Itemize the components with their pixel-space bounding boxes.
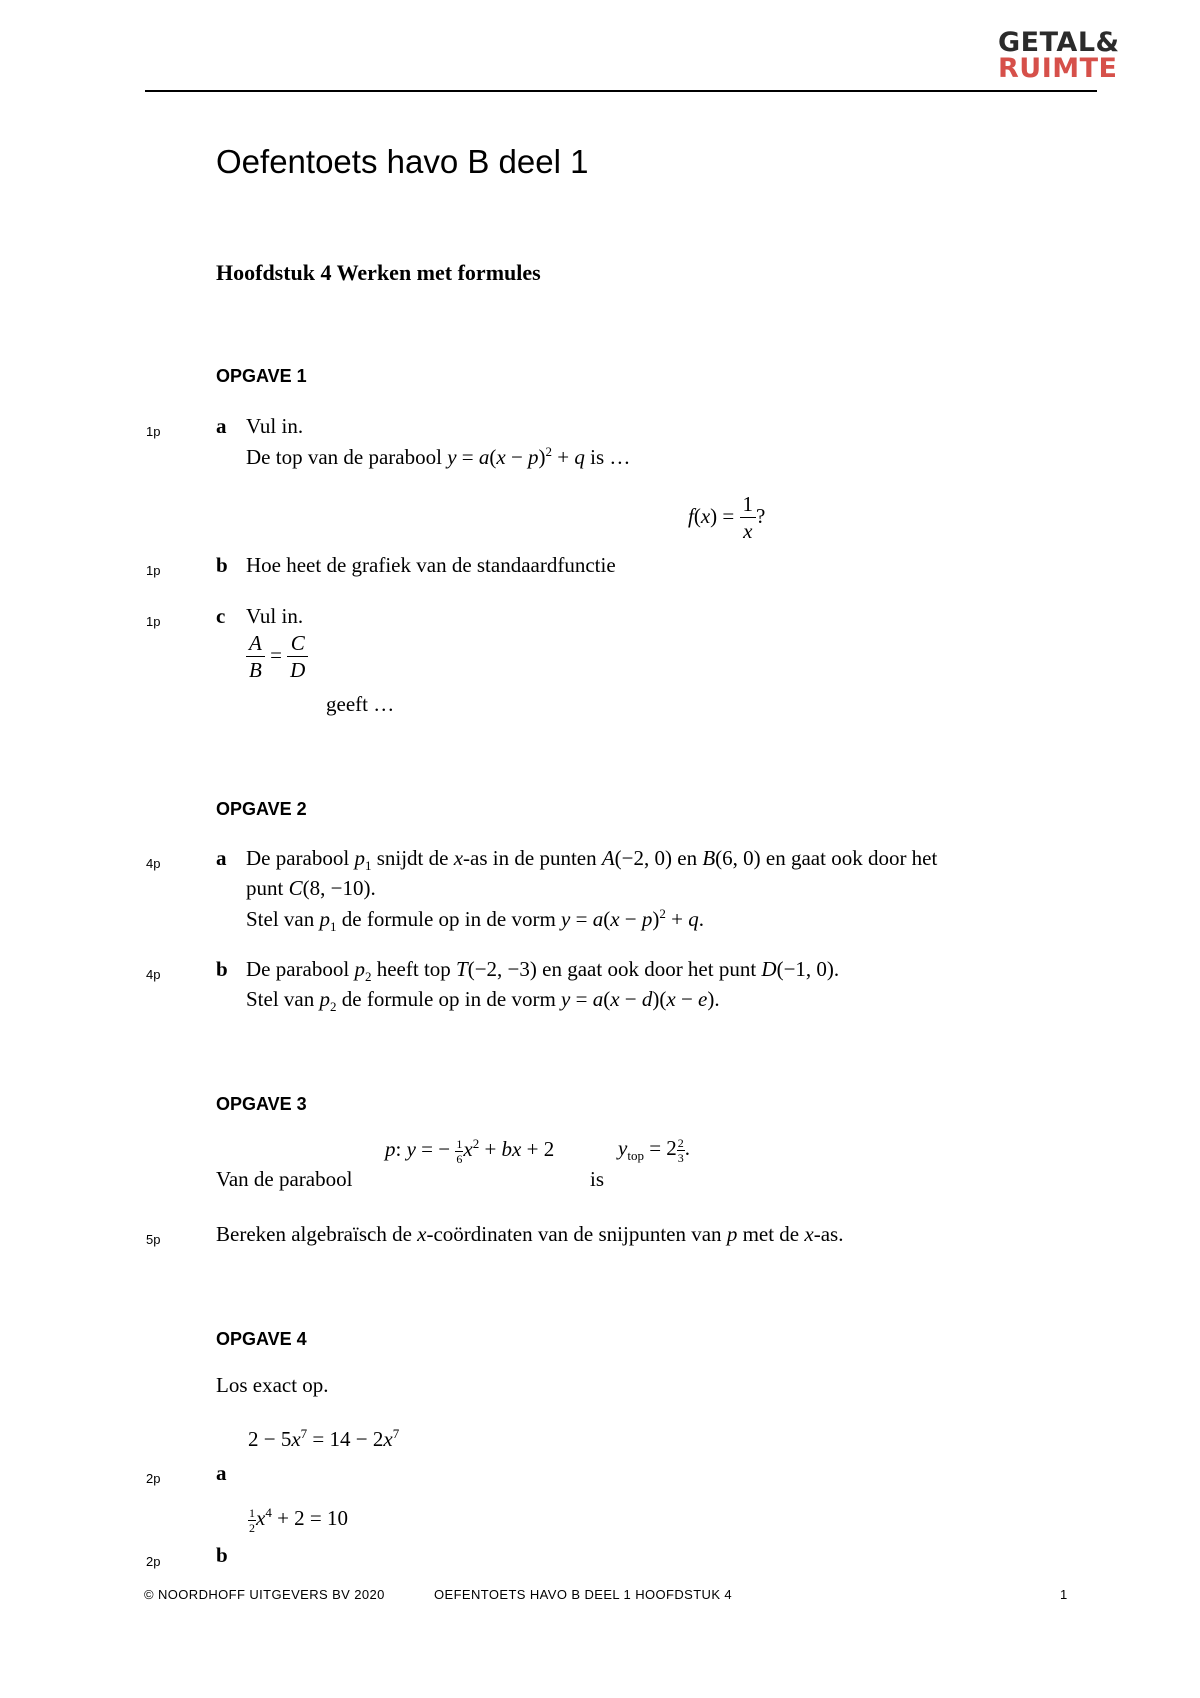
opgave-2a-line3: Stel van $p_1$ de formule op in de vorm $y = a(x - p)^2 + q$. [246,906,704,935]
opgave-1a-points: 1p [146,424,161,439]
opgave-1c-line1: Vul in. [246,604,304,628]
opgave-1b-letter: b [216,553,228,577]
header-rule [145,90,1097,92]
opgave-4b-letter: b [216,1543,228,1567]
logo [998,27,1120,84]
formula-proportion: $\frac{A}{B}$ = $\frac{C}{D}$ [246,633,308,681]
opgave-4b-points: 2p [146,1554,161,1569]
formula-y-top: $y_{top} = 2$ $\frac{2}{3}$ . [618,1135,691,1165]
opgave-1c-points: 1p [146,614,161,629]
opgave-4a-points: 2p [146,1471,161,1486]
formula-4b: $\frac{1}{2}$ $x^4 + 2 = 10$ [249,1505,349,1535]
opgave-1a-line2 [246,444,630,470]
opgave-1b-points: 1p [146,563,161,578]
opgave-1c-letter: c [216,604,226,628]
opgave-2b-letter: b [216,957,228,981]
opgave-2a-points: 4p [146,856,161,871]
logo-line-2: RUIMTE [998,53,1118,84]
opgave-2a-letter: a [216,846,227,870]
footer-document-title: OEFENTOETS HAVO B DEEL 1 HOOFDSTUK 4 [434,1587,733,1602]
opgave-1a-line2-suffix: is … [590,445,631,469]
formula-standard-function: f(x) = $\frac{1}{x}$ ? [688,492,766,543]
formula-vertex-form: $y = a(x - p)^2 + q$ [447,444,585,469]
opgave-2a-line1: De parabool $p_1$ snijdt de x-as in de punten A(−2, 0) en B(6, 0) en gaat ook door het [246,846,938,874]
opgave-4a-letter: a [216,1461,227,1485]
opgave-3-prefix: Van de parabool [216,1167,353,1191]
opgave-1c-line2: geeft … [326,692,395,716]
opgave-4-heading: OPGAVE 4 [216,1329,307,1349]
formula-4a: $2 - 5x^7 = 14 - 2x^7$ [248,1426,400,1451]
opgave-2a-line2: punt C(8, −10). [246,876,376,900]
opgave-1-heading: OPGAVE 1 [216,366,307,386]
opgave-1a-line2-prefix: De top van de parabool [246,445,442,469]
opgave-2b-line2: Stel van $p_2$ de formule op in de vorm y = a(x − d)(x − e). [246,987,720,1015]
opgave-2b-line1: De parabool $p_2$ heeft top T(−2, −3) en gaat ook door het punt D(−1, 0). [246,957,840,985]
opgave-1b-text: Hoe heet de grafiek van de standaardfunctie [246,553,616,577]
formula-parabola-p: p: y = − $\frac{1}{6}$ $x^2$ + bx + 2 [385,1136,555,1166]
logo-line-1: GETAL& [998,27,1120,58]
opgave-2b-points: 4p [146,967,161,982]
opgave-1a-line1: Vul in. [246,414,304,438]
footer-page-number: 1 [1060,1587,1068,1602]
opgave-3-is: is [590,1167,605,1191]
page-title: Oefentoets havo B deel 1 [216,143,589,180]
opgave-3-question: Bereken algebraïsch de x-coördinaten van de snijpunten van p met de x-as. [216,1222,844,1246]
opgave-2-heading: OPGAVE 2 [216,799,307,819]
opgave-4-intro: Los exact op. [216,1373,329,1397]
footer-copyright: © NOORDHOFF UITGEVERS BV 2020 [144,1587,385,1602]
chapter-heading: Hoofdstuk 4 Werken met formules [216,260,541,285]
opgave-3-heading: OPGAVE 3 [216,1094,307,1114]
opgave-1a-letter: a [216,414,227,438]
opgave-3-points: 5p [146,1232,161,1247]
